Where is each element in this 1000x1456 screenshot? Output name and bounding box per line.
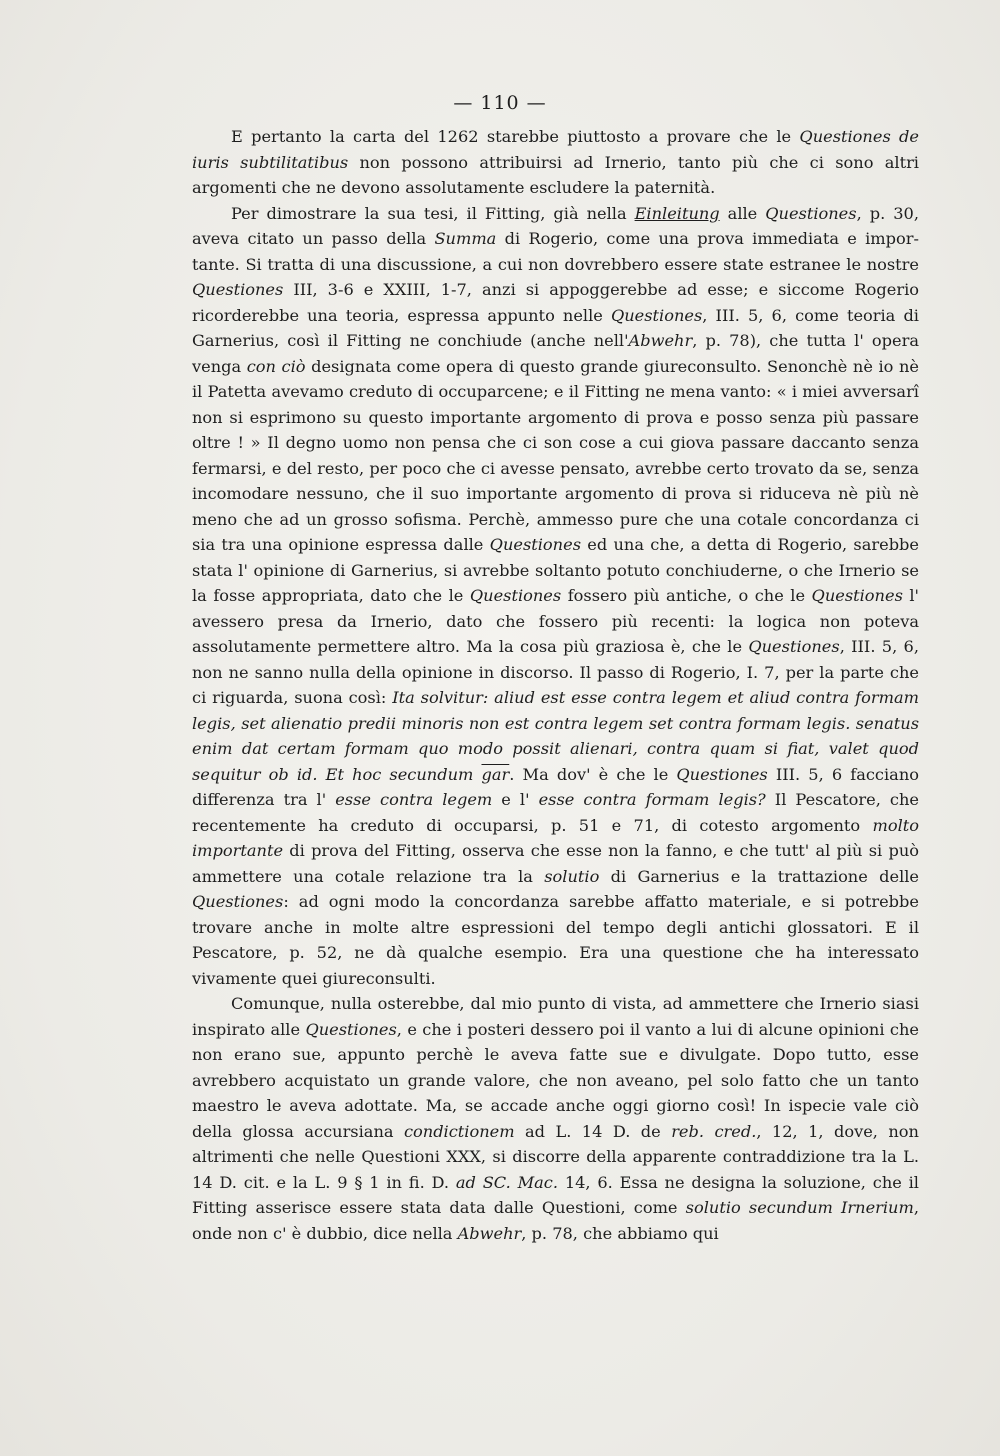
text-run: Comunque, nulla osterebbe, dal mio punto di vista, ad ammettere che Irnerio siasi inspirato alle	[192, 994, 919, 1039]
text-run: l' avessero presa da Irnerio, dato che fossero più recenti: la logica non poteva assolutamente permettere altro. Ma la cosa più graziosa è, che le	[192, 586, 919, 656]
italic-run: Questiones de iuris subtilitatibus	[192, 127, 919, 172]
italic-run: reb. cred.	[671, 1121, 757, 1141]
text-run: ed una che, a detta di Rogerio, sarebbe stata l' opinione di Garnerius, si avrebbe soltanto potuto conchiuderne, o che Irnerio se la fosse appropriata, dato che le	[192, 535, 919, 605]
text-run: , e che i posteri dessero poi il vanto a lui di alcune opinioni che non erano sue, appunto perchè le aveva fatte sue e divulgate. Dopo tutto, esse avrebbero acquistato un grande valore, che non aveano, pel solo fatto che un tanto maestro le aveva adottate. Ma, se accade anche oggi giorno così! In ispecie vale ciò della glossa accursiana	[192, 1019, 920, 1141]
paragraph	[192, 991, 919, 1246]
italic-run: solutio	[544, 866, 600, 886]
italic-run: esse contra formam legis?	[538, 790, 766, 809]
text-run: E pertanto la carta del 1262 starebbe piuttosto a provare che le	[231, 127, 800, 146]
text-run: , III. 5, 6, come teoria di Garnerius, così il Fitting ne conchiude (anche nell'	[192, 305, 919, 350]
italic-run: Questiones	[192, 280, 284, 299]
page-number: — 110 —	[453, 92, 547, 114]
italic-run: Questiones	[676, 764, 768, 784]
text-run: , p. 30, aveva citato un passo della	[192, 203, 919, 248]
italic-run: Questiones	[489, 535, 581, 554]
text-run: alle	[719, 203, 766, 223]
text-run: , III. 5, 6, non ne sanno nulla della opinione in discorso. Il passo di Rogerio, I. 7, per la parte che ci riguarda, suona così:	[192, 637, 919, 707]
text-run: non possono attribuirsi ad Irnerio, tanto più che ci sono altri argomenti che ne devono assolutamente escludere la paternità.	[192, 152, 919, 197]
text-run: Il Pescatore, che recentemente ha creduto di occuparsi, p. 51 e 71, di cotesto argomento	[192, 790, 920, 835]
text-run: di Rogerio, come una prova immediata e importante. Si tratta di una discussione, a cui non dovrebbero essere state estranee le nostre	[192, 229, 919, 274]
paragraph	[192, 124, 919, 201]
italic-run: solutio secundum Irnerium	[685, 1198, 914, 1217]
italic-run: $\overline{gar}$	[481, 764, 510, 784]
text-run: , p. 78, che abbiamo qui	[521, 1223, 719, 1243]
text-run: 14, 6. Essa ne designa la soluzione, che il Fitting asserisce essere stata data dalle Questioni, come	[192, 1172, 919, 1217]
italic-run: esse contra legem	[335, 790, 493, 809]
text-run: di Garnerius e la trattazione delle	[599, 866, 920, 886]
text-run: Per dimostrare la sua tesi, il Fitting, già nella	[231, 203, 635, 223]
italic-run: Questiones	[192, 892, 284, 911]
italic-run: Abwehr	[457, 1223, 522, 1243]
italic-run: Ita solvitur: aliud est esse contra legem et aliud contra formam legis, set alienatio predii minoris non est contra legem set contra formam legis. senatus enim dat certam formam quo modo possit alienari, contra quam si fiat, valet quod sequitur ob id. Et hoc secundum	[192, 688, 919, 784]
text-run: designata come opera di questo grande giureconsulto. Senonchè nè io nè il Patetta avevamo creduto di occuparcene; e il Fitting ne mena vanto: « i miei avversarî non si esprimono su questo importante argomento di prova e posso senza più passare oltre ! » Il degno uomo non pensa che ci son cose a cui giova passare daccanto senza fermarsi, e del resto, per poco che ci avesse pensato, avrebbe certo trovato da se, senza incomodare nessuno, che il suo importante argomento di prova si riduceva nè più nè meno che ad un grosso sofisma. Perchè, ammesso pure che una cotale concordanza ci sia tra una opinione espressa dalle	[192, 356, 919, 554]
paragraph	[192, 201, 919, 992]
text-run: , 12, 1, dove, non altrimenti che nelle Questioni XXX, si discorre della apparente contraddizione tra la L. 14 D. cit. e la L. 9 § 1 in fi. D.	[192, 1121, 919, 1192]
italic-run: Questiones	[765, 203, 857, 223]
text-run: , onde non c' è dubbio, dice nella	[192, 1198, 919, 1243]
text-run: e l'	[492, 790, 539, 809]
text-run: III, 3-6 e XXIII, 1-7, anzi si appoggerebbe ad esse; e siccome Rogerio ricorderebbe una teoria, espressa appunto nelle	[192, 280, 919, 325]
text-run: III. 5, 6 facciano differenza tra l'	[192, 764, 920, 809]
italic-run: Questiones	[610, 305, 703, 325]
italic-run: Questiones	[469, 586, 562, 605]
italic-run: Summa	[434, 229, 497, 248]
italic-run: Abwehr	[628, 331, 693, 350]
text-run: ad L. 14 D. de	[514, 1121, 672, 1141]
text-run: , p. 78), che tutta l' opera venga	[192, 331, 919, 376]
body-text	[192, 124, 919, 1246]
text-run: : ad ogni modo la concordanza sarebbe affatto materiale, e si potrebbe trovare anche in molte altre espressioni del tempo degli antichi glossatori. E il Pescatore, p. 52, ne dà qualche esempio. Era una questione che ha interessato vivamente quei giureconsulti.	[192, 892, 919, 988]
italic-run: Questiones	[748, 637, 840, 656]
italic-run: molto importante	[192, 815, 919, 860]
italic-run: ad SC. Mac.	[455, 1172, 559, 1192]
italic-run: condictionem	[403, 1121, 515, 1141]
italic-run: Questiones	[811, 586, 903, 605]
italic-run: Questiones	[305, 1019, 397, 1039]
italic-run: Einleitung	[634, 203, 720, 223]
italic-run: con ciò	[246, 356, 306, 376]
text-run: di prova del Fitting, osserva che esse non la fanno, e che tutt' al più si può ammettere una cotale relazione tra la	[192, 841, 919, 886]
text-run: fossero più antiche, o che le	[561, 586, 812, 605]
text-run: . Ma dov' è che le	[509, 764, 677, 784]
